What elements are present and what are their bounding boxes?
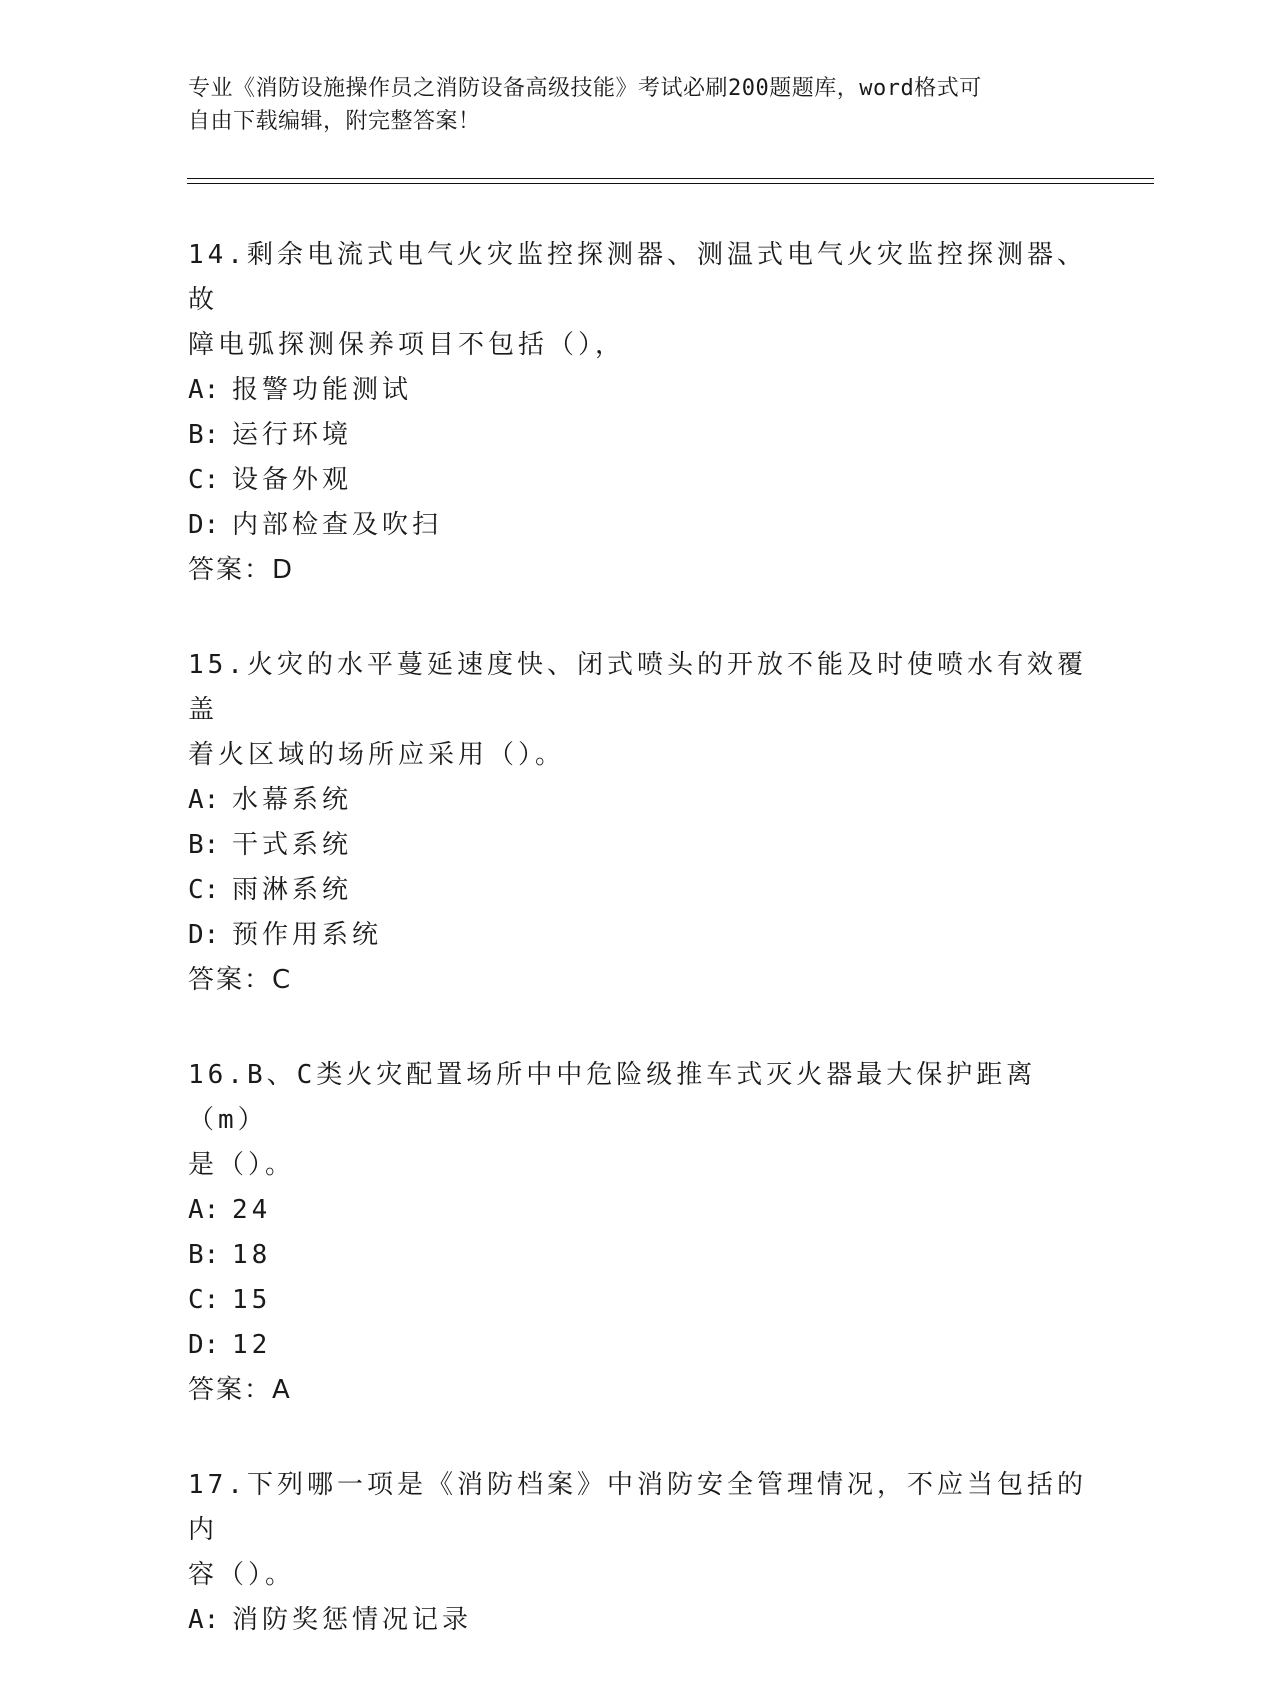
- question-stem: [188, 643, 1088, 778]
- option-text: 预作用系统: [232, 920, 383, 950]
- question-stem-line-2: 着火区域的场所应采用（）。: [188, 740, 566, 770]
- option-a: [188, 368, 1088, 413]
- option-letter: C:: [188, 465, 220, 495]
- question-15: [188, 643, 1088, 1003]
- question-stem-line-2: 障电弧探测保养项目不包括（），: [188, 330, 626, 360]
- question-stem-line-2: 容（）。: [188, 1560, 296, 1590]
- header-line-1: 专业《消防设施操作员之消防设备高级技能》考试必刷200题题库，word格式可: [188, 76, 982, 101]
- question-stem-line-1: 14.剩余电流式电气火灾监控探测器、测温式电气火灾监控探测器、故: [188, 240, 1087, 315]
- option-c: [188, 1278, 1088, 1323]
- header-divider-bottom: [187, 183, 1154, 184]
- option-d: [188, 503, 1088, 548]
- question-list: [188, 233, 1088, 1693]
- question-stem: [188, 233, 1088, 368]
- option-a: [188, 778, 1088, 823]
- question-14: [188, 233, 1088, 593]
- option-letter: D:: [188, 1330, 220, 1360]
- question-16: [188, 1053, 1088, 1413]
- header-divider-top: [187, 178, 1154, 179]
- answer: 答案：D: [188, 555, 295, 585]
- question-stem: [188, 1463, 1088, 1598]
- question-stem-line-1: 16.B、C类火灾配置场所中中危险级推车式灭火器最大保护距离（m）: [188, 1060, 1037, 1135]
- option-b: [188, 1233, 1088, 1278]
- option-text: 内部检查及吹扫: [232, 510, 443, 540]
- option-a: [188, 1598, 1088, 1643]
- question-stem-line-1: 15.火灾的水平蔓延速度快、闭式喷头的开放不能及时使喷水有效覆盖: [188, 650, 1087, 725]
- option-letter: A:: [188, 1195, 220, 1225]
- option-text: 运行环境: [232, 420, 353, 450]
- option-text: 雨淋系统: [232, 875, 353, 905]
- option-letter: C:: [188, 875, 220, 905]
- option-text: 18: [232, 1240, 272, 1270]
- question-17: [188, 1463, 1088, 1643]
- option-d: [188, 913, 1088, 958]
- answer: 答案：C: [188, 965, 293, 995]
- option-c: [188, 458, 1088, 503]
- question-stem-line-2: 是（）。: [188, 1150, 296, 1180]
- option-letter: C:: [188, 1285, 220, 1315]
- option-text: 24: [232, 1195, 272, 1225]
- option-b: [188, 413, 1088, 458]
- option-letter: B:: [188, 1240, 220, 1270]
- option-a: [188, 1188, 1088, 1233]
- option-letter: D:: [188, 510, 220, 540]
- option-text: 报警功能测试: [232, 375, 413, 405]
- option-letter: B:: [188, 420, 220, 450]
- answer: 答案：A: [188, 1375, 292, 1405]
- question-stem-line-1: 17.下列哪一项是《消防档案》中消防安全管理情况，不应当包括的内: [188, 1470, 1087, 1545]
- option-text: 15: [232, 1285, 272, 1315]
- option-c: [188, 868, 1088, 913]
- option-text: 12: [232, 1330, 272, 1360]
- option-d: [188, 1323, 1088, 1368]
- option-text: 消防奖惩情况记录: [232, 1605, 473, 1635]
- document-header: [188, 72, 1068, 138]
- option-letter: A:: [188, 375, 220, 405]
- option-text: 水幕系统: [232, 785, 353, 815]
- option-letter: A:: [188, 1605, 220, 1635]
- option-letter: A:: [188, 785, 220, 815]
- option-b: [188, 823, 1088, 868]
- option-text: 干式系统: [232, 830, 353, 860]
- option-text: 设备外观: [232, 465, 353, 495]
- header-line-2: 自由下载编辑，附完整答案！: [188, 109, 481, 134]
- question-stem: [188, 1053, 1088, 1188]
- option-letter: B:: [188, 830, 220, 860]
- option-letter: D:: [188, 920, 220, 950]
